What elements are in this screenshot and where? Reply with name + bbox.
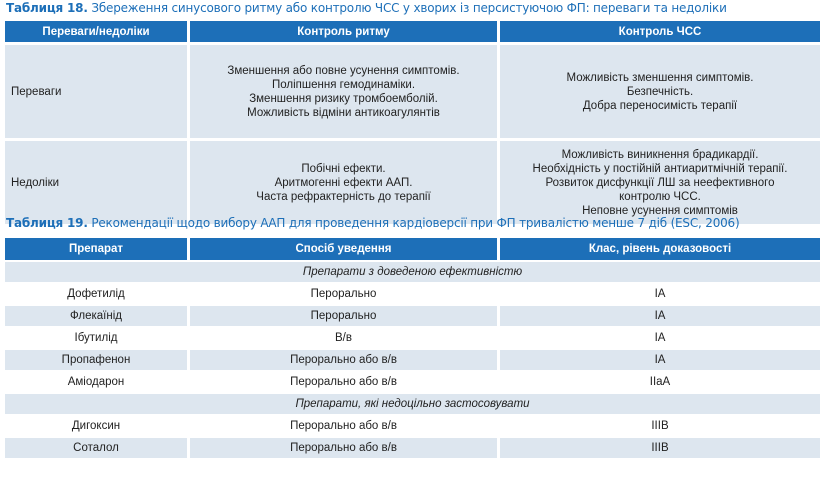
table-19-caption (6, 216, 739, 230)
cell-line: Можливість відміни антикоагулянтів (247, 106, 440, 119)
table-19-header-row (5, 238, 820, 260)
class-cell: IA (500, 304, 820, 326)
table-19-caption-label: Таблиця 19. (6, 216, 88, 230)
cell-line: Побічні ефекти. (301, 162, 386, 175)
table-18-header-row (5, 21, 820, 42)
route-cell: Перорально або в/в (190, 436, 500, 458)
table-18-caption (6, 1, 727, 15)
drug-cell: Соталол (5, 436, 190, 458)
class-cell: IIIB (500, 436, 820, 458)
table-row (5, 370, 820, 392)
drug-cell: Дигоксин (5, 414, 190, 436)
table-row (5, 282, 820, 304)
class-cell: IIaA (500, 370, 820, 392)
rhythm-cell (190, 138, 500, 224)
cell-line: Зменшення або повне усунення симптомів. (227, 64, 460, 77)
table-row (5, 42, 820, 138)
cell-line: Поліпшення гемодинаміки. (271, 78, 416, 91)
group-row (5, 260, 820, 282)
class-cell: IA (500, 282, 820, 304)
table-19-caption-text: Рекомендації щодо вибору ААП для проведення кардіоверсії при ФП тривалістю менше 7 діб (ESC, 2006) (91, 216, 740, 230)
table-row (5, 436, 820, 458)
group-label: Препарати, які недоцільно застосовувати (5, 392, 820, 414)
cell-line: Неповне усунення симптомів (582, 204, 738, 217)
drug-cell: Дофетилід (5, 282, 190, 304)
cell-line: Часта рефрактерність до терапії (256, 190, 431, 203)
route-cell: Перорально або в/в (190, 414, 500, 436)
class-cell: IIIB (500, 414, 820, 436)
route-cell: Перорально (190, 282, 500, 304)
rhythm-cell (190, 42, 500, 138)
table-row (5, 304, 820, 326)
column-header: Спосіб уведення (190, 238, 500, 260)
cell-line: Добра переносимість терапії (582, 99, 738, 112)
route-cell: В/в (190, 326, 500, 348)
group-label: Препарати з доведеною ефективністю (5, 260, 820, 282)
route-cell: Перорально або в/в (190, 370, 500, 392)
column-header: Контроль ритму (190, 21, 500, 42)
rate-cell (500, 42, 820, 138)
cell-line: Безпечність. (626, 85, 694, 98)
table-row (5, 138, 820, 224)
group-row (5, 392, 820, 414)
class-cell: IA (500, 348, 820, 370)
row-label: Переваги (5, 42, 190, 138)
table-row (5, 348, 820, 370)
cell-line: Розвиток дисфункції ЛШ за неефективного (545, 176, 775, 189)
column-header: Препарат (5, 238, 190, 260)
column-header: Переваги/недоліки (5, 21, 190, 42)
class-cell: IA (500, 326, 820, 348)
table-row (5, 326, 820, 348)
table-18 (5, 21, 820, 224)
route-cell: Перорально (190, 304, 500, 326)
table-19 (5, 238, 820, 458)
cell-line: Аритмогенні ефекти ААП. (274, 176, 413, 189)
table-18-caption-label: Таблиця 18. (6, 1, 88, 15)
cell-line: Можливість зменшення симптомів. (566, 71, 754, 84)
column-header: Контроль ЧСС (500, 21, 820, 42)
cell-line: Необхідність у постійній антиаритмічній терапії. (532, 162, 788, 175)
column-header: Клас, рівень доказовості (500, 238, 820, 260)
table-row (5, 414, 820, 436)
route-cell: Перорально або в/в (190, 348, 500, 370)
row-label: Недоліки (5, 138, 190, 224)
drug-cell: Ібутилід (5, 326, 190, 348)
table-18-caption-text: Збереження синусового ритму або контролю ЧСС у хворих із персистуючою ФП: переваги та недоліки (91, 1, 727, 15)
drug-cell: Флекаїнід (5, 304, 190, 326)
cell-line: Можливість виникнення брадикардії. (561, 148, 759, 161)
cell-line: контролю ЧСС. (619, 190, 701, 203)
rate-cell (500, 138, 820, 224)
cell-line: Зменшення ризику тромбоемболій. (249, 92, 438, 105)
drug-cell: Аміодарон (5, 370, 190, 392)
drug-cell: Пропафенон (5, 348, 190, 370)
